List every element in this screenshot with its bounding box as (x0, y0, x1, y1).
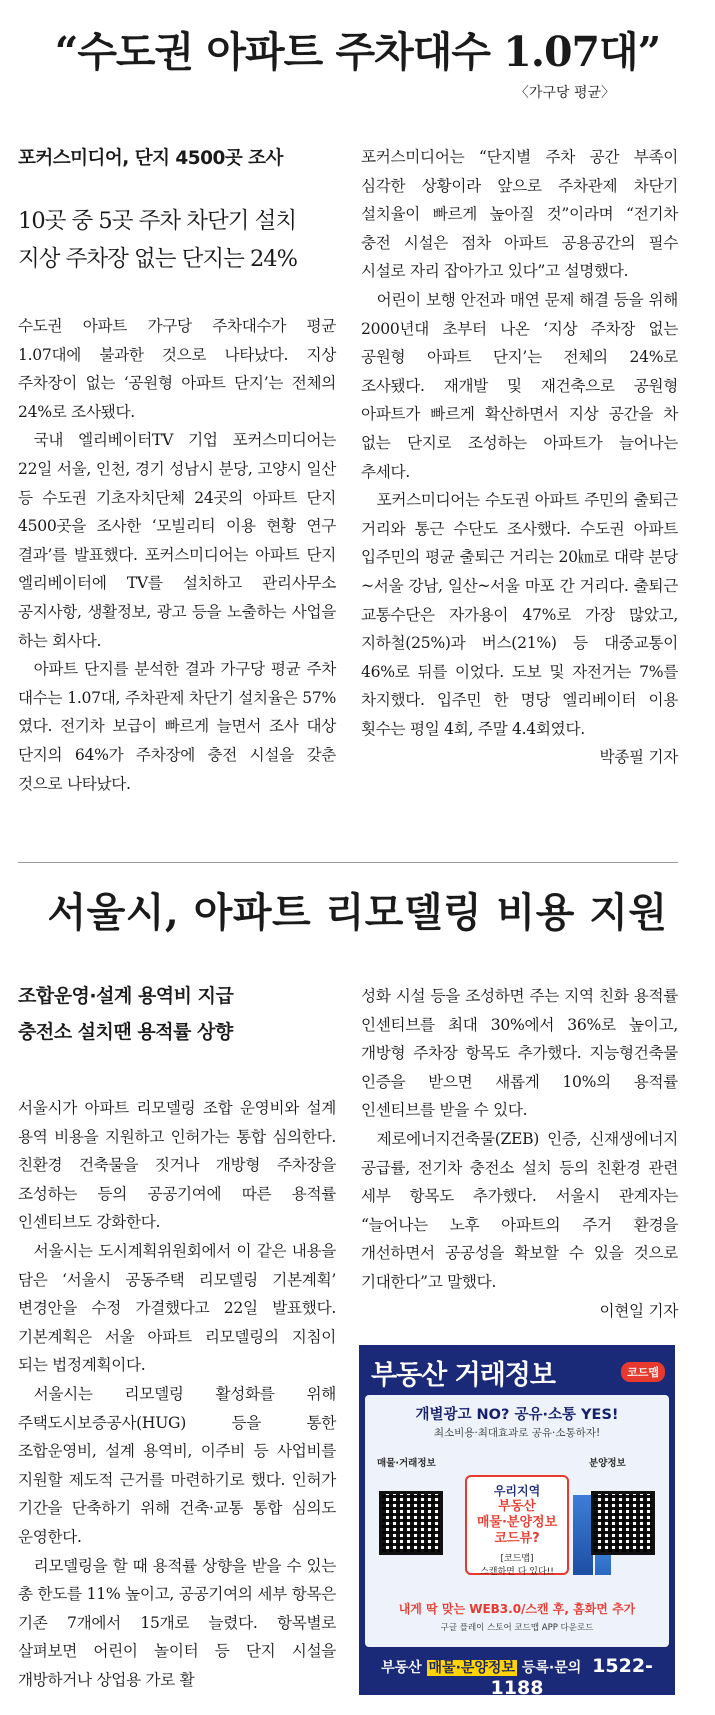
article2-paragraph: 리모델링을 할 때 용적률 상향을 받을 수 있는 총 한도를 11% 높이고, 공공기여의 세부 항목은 기존 7개에서 15개로 늘렸다. 항목별로 살펴보면 어린이 놀이터 등 단지 시설을 개방하거나 상업용 가로 활 (18, 1556, 336, 1689)
article1-paragraph: 수도권 아파트 가구당 주차대수가 평균 1.07대에 불과한 것으로 나타났다. 지상 주차장이 없는 ‘공원형 아파트 단지’는 전체의 24%로 조사됐다. (18, 317, 336, 421)
article1-subhead-a: 포커스미디어, 단지 4500곳 조사 (18, 148, 283, 169)
article1-paragraph: 포커스미디어는 수도권 아파트 주민의 출퇴근 거리와 통근 수단도 조사했다. 수도권 아파트 입주민의 평균 출퇴근 거리는 20㎞로 대략 분당~서울 강남, 일산~서울 마포 간 거리다. 출퇴근 교통수단은 자가용이 47%로 가장 많았고, 지하철(25%)과 버스(21%) 등 대중교통이 46%로 뒤를 이었다. 도보 및 자전거는 7%를 차지했다. 입주민 한 명당 엘리베이터 이용 횟수는 평일 4회, 주말 4.4회였다. (361, 491, 678, 738)
ad-center-line3: 매물·분양정보 (476, 1515, 558, 1530)
article1-byline: 박종필 기자 (599, 748, 678, 767)
ad-bottom-prefix: 부동산 (381, 1660, 422, 1676)
article1-column-1 (18, 312, 336, 798)
article2-subhead (18, 978, 338, 1050)
article2-byline: 이현일 기자 (599, 1301, 678, 1320)
article2-paragraph: 성화 시설 등을 조성하면 주는 지역 친화 용적률 인센티브를 최대 30%에서 36%로 높이고, 개방형 주차장 항목도 추가했다. 지능형건축물 인증을 받으면 새롭게 10%의 용적률 인센티브를 받을 수 있다. (361, 987, 678, 1120)
article2-headline: 서울시, 아파트 리모델링 비용 지원 (47, 889, 668, 936)
article1-subhead-b-line1: 10곳 중 5곳 주차 차단기 설치 (18, 208, 297, 234)
ad-tagline-small: 최소비용·최대효과로 공유·소통하자! (433, 1427, 601, 1439)
article2-column-1 (18, 1094, 336, 1694)
ad-bottom-suffix: 등록·문의 (521, 1660, 582, 1676)
article-divider (18, 862, 678, 863)
article2-column-2 (361, 982, 678, 1325)
article1-headline: “수도권 아파트 주차대수 1.07대” (54, 28, 661, 76)
article1-column-2 (361, 143, 678, 772)
ad-title: 부동산 거래정보 (371, 1360, 555, 1391)
ad-bottom-highlight: 매물·분양정보 (428, 1660, 515, 1676)
ad-small-line: 구글 플레이 스토어 코드맵 APP 다운로드 (440, 1623, 594, 1633)
article1-paragraph: 어린이 보행 안전과 매연 문제 해결 등을 위해 2000년대 초부터 나온 ‘지상 주차장 없는 공원형 아파트 단지’는 전체의 24%로 조사됐다. 재개발 및 재건축으로 공원형 아파트가 빠르게 확산하면서 지상 공간을 차 없는 단지로 조성하는 아파트가 늘어나는 추세다. (361, 290, 678, 481)
ad-panel (365, 1395, 669, 1647)
ad-tagline: 개별광고 NO? 공유·소통 YES! (415, 1407, 619, 1423)
ad-center-line1: 우리지역 (493, 1484, 541, 1498)
ad-red-line: 내게 딱 맞는 WEB3.0/스캔 후, 홈화면 추가 (398, 1602, 636, 1616)
ad-phone-number[interactable]: 1522-1188 (490, 1655, 653, 1695)
article2-paragraph: 제로에너지건축물(ZEB) 인증, 신재생에너지 공급률, 전기차 충전소 설치 등의 친환경 관련 세부 항목도 추가했다. 서울시 관계자는 “늘어나는 노후 아파트의 주거 환경을 개선하면서 공공성을 확보할 수 있을 것으로 기대한다”고 말했다. (361, 1129, 678, 1291)
article2-subhead-line2: 충전소 설치땐 용적률 상향 (18, 1021, 233, 1043)
qr-code-right-icon[interactable] (591, 1491, 655, 1555)
article1-subhead-b (18, 202, 338, 278)
article2-subhead-line1: 조합운영·설계 용역비 지급 (18, 985, 234, 1007)
article1-subhead-b-line2: 지상 주차장 없는 단지는 24% (18, 246, 297, 272)
article1-headline-note: 〈가구당 평균〉 (514, 85, 615, 101)
ad-center-line2: 부동산 (498, 1499, 536, 1514)
ad-center-line4: 코드뷰? (494, 1531, 540, 1546)
article2-paragraph: 서울시가 아파트 리모델링 조합 운영비와 설계 용역 비용을 지원하고 인허가는 통합 심의한다. 친환경 건축물을 짓거나 개방형 주차장을 조성하는 등의 공공기여에 따른 용적률 인센티브도 강화한다. (18, 1099, 336, 1232)
building-icon (573, 1495, 593, 1575)
ad-label-left: 매물·거래정보 (377, 1458, 436, 1469)
article2-paragraph: 서울시는 도시계획위원회에서 이 같은 내용을 담은 ‘서울시 공동주택 리모델링 기본계획’ 변경안을 수정 가결했다고 22일 발표했다. 기본계획은 서울 아파트 리모델링의 지침이 되는 법정계획이다. (18, 1241, 336, 1375)
ad-label-right: 분양정보 (589, 1458, 626, 1469)
article1-paragraph: 포커스미디어는 “단지별 주차 공간 부족이 심각한 상황이라 앞으로 주차관제 차단기 설치율이 빠르게 높아질 것”이라며 “전기차 충전 시설은 점차 아파트 공용공간의 필수 시설로 자리 잡아가고 있다”고 설명했다. (361, 148, 678, 281)
real-estate-advertisement[interactable] (359, 1345, 675, 1695)
ad-center-box (465, 1475, 569, 1575)
article1-paragraph: 국내 엘리베이터TV 기업 포커스미디어는 22일 서울, 인천, 경기 성남시 분당, 고양시 일산 등 수도권 기초자치단체 24곳의 아파트 단지 4500곳을 조사한 ‘모빌리티 이용 현황 연구 결과’를 발표했다. 포커스미디어는 아파트 단지 엘리베이터에 TV를 설치하고 관리사무소 공지사항, 생활정보, 광고 등을 노출하는 사업을 하는 회사다. (18, 431, 336, 650)
qr-code-left-icon[interactable] (379, 1491, 443, 1555)
article2-paragraph: 서울시는 리모델링 활성화를 위해 주택도시보증공사(HUG) 등을 통한 조합운영비, 설계 용역비, 이주비 등 사업비를 지원할 제도적 근거를 마련하기로 했다. 인허가 기간을 단축하기 위해 건축·교통 통합 심의도 운영한다. (18, 1384, 336, 1546)
ad-badge: 코드맵 (621, 1362, 665, 1382)
ad-bottom-bar (359, 1655, 675, 1695)
ad-center-line6: 스캔하면 다 있다!! (480, 1567, 554, 1577)
article1-paragraph: 아파트 단지를 분석한 결과 가구당 평균 주차 대수는 1.07대, 주차관제 차단기 설치율은 57%였다. 전기차 보급이 빠르게 늘면서 조사 대상 단지의 64%가 주차장에 충전 시설을 갖춘 것으로 나타났다. (18, 660, 336, 793)
ad-center-line5: [코드맵] (500, 1554, 534, 1564)
